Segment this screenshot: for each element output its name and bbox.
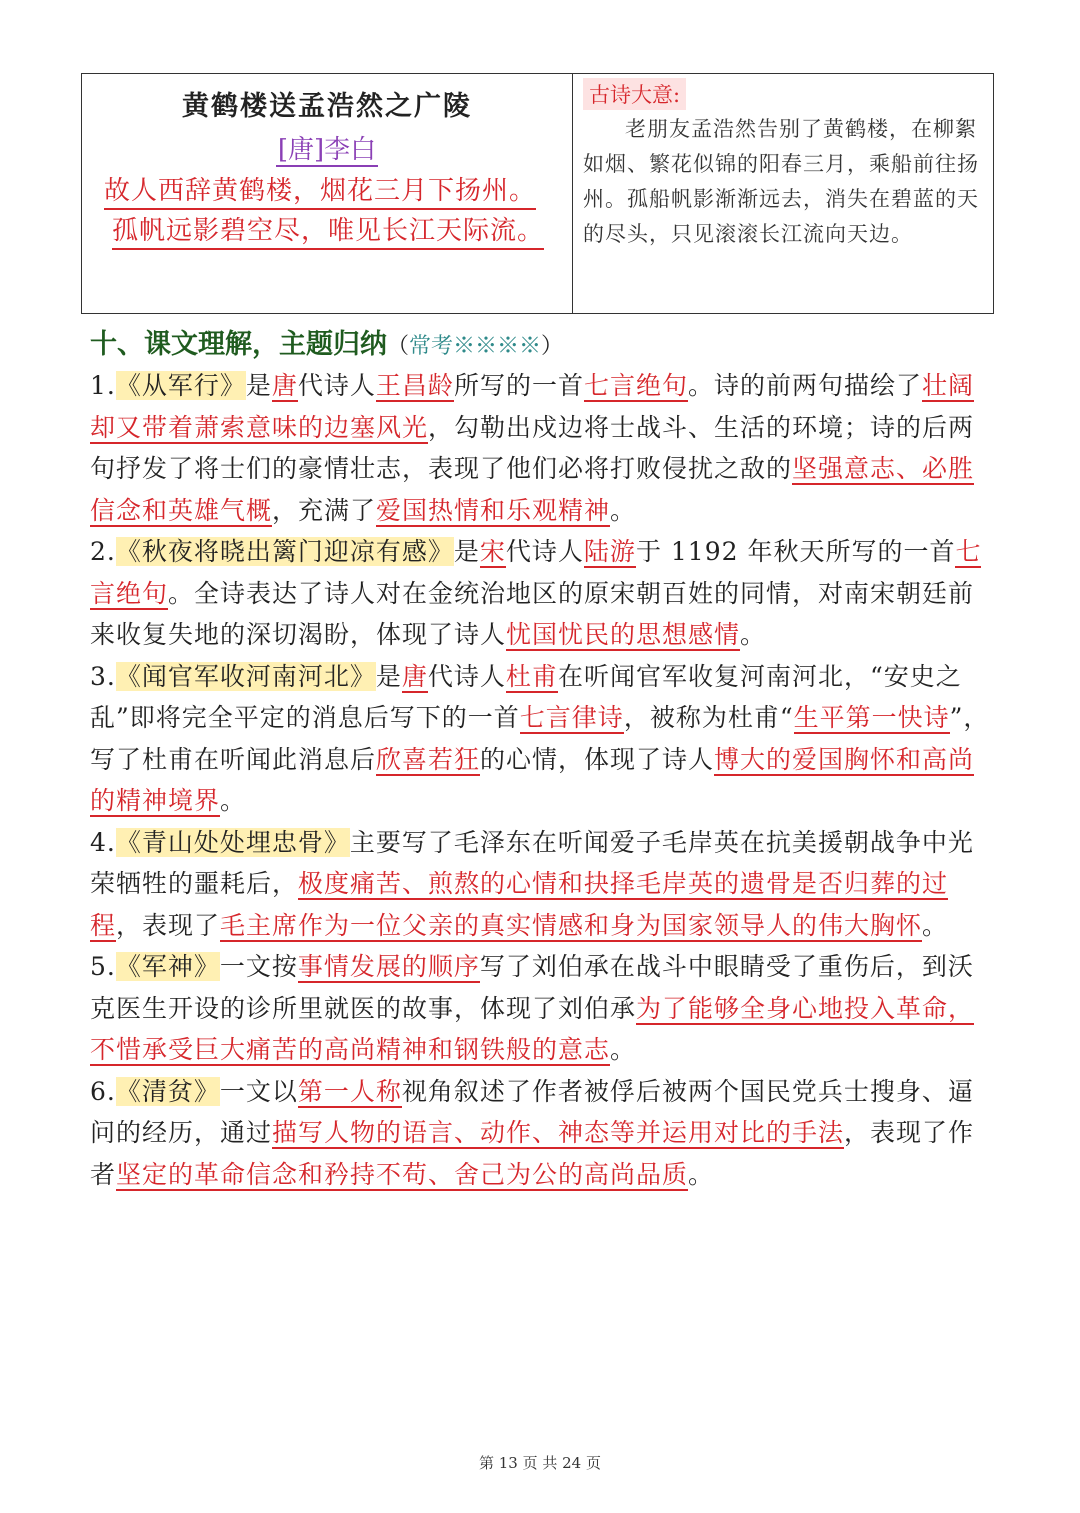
poem-line-2: 孤帆远影碧空尽，唯见长江天际流。 xyxy=(112,214,544,250)
poem-cell xyxy=(82,74,573,313)
poet: 王昌龄 xyxy=(375,371,454,400)
text: 视角叙述了作者被俘后被两个国民党兵士搜身、逼问的经历，通过 xyxy=(90,1076,974,1147)
text: 。 xyxy=(922,910,949,940)
text: 的心情，体现了诗人 xyxy=(480,744,715,774)
poem-form: 七言绝句 xyxy=(90,537,982,608)
poem-form: 七言绝句 xyxy=(583,371,688,400)
meaning-cell xyxy=(573,74,993,313)
text: 一文以 xyxy=(219,1076,298,1106)
dynasty: 宋 xyxy=(479,537,506,566)
book-title: 《军神》 xyxy=(115,952,220,981)
section-title-text: 十、课文理解，主题归纳 xyxy=(90,329,387,360)
poem-author-text: [唐]李白 xyxy=(277,135,377,165)
poem-form: 七言律诗 xyxy=(519,703,624,732)
key-phrase: 忧国忧民的思想感情 xyxy=(506,620,741,649)
meaning-label: 古诗大意: xyxy=(583,78,686,110)
text: 代诗人 xyxy=(505,537,584,566)
text: 所写的一首 xyxy=(453,371,584,400)
text: 是 xyxy=(375,661,402,691)
text: 。全诗表达了诗人对在金统治地区的原宋朝百姓的同情，对南宋朝廷前来收复失地的深切渴盼，体现了诗人 xyxy=(90,578,975,649)
poem-line-1: 故人西辞黄鹤楼，烟花三月下扬州。 xyxy=(104,174,536,210)
text: 。 xyxy=(610,495,637,525)
key-phrase: 第一人称 xyxy=(297,1076,402,1106)
book-title: 《从军行》 xyxy=(115,371,246,400)
key-phrase: 坚定的革命信念和矜持不苟、舍己为公的高尚品质 xyxy=(116,1159,689,1189)
dynasty: 唐 xyxy=(401,661,428,691)
page-footer: 第 13 页 共 24 页 xyxy=(478,1454,601,1472)
item-number: 4. xyxy=(90,827,116,857)
key-phrase: 爱国热情和乐观精神 xyxy=(376,495,611,525)
text: 一文按 xyxy=(219,952,298,981)
dynasty: 唐 xyxy=(271,371,298,400)
text: ，表现了作者 xyxy=(90,1118,975,1189)
book-title: 《闻官军收河南河北》 xyxy=(115,661,376,691)
item-4 xyxy=(90,822,990,947)
text: 是 xyxy=(453,537,480,566)
text: 在听闻官军收复河南河北，“安史之乱”即将完全平定的消息后写下的一首 xyxy=(90,661,962,732)
text: ，被称为杜甫“ xyxy=(623,703,794,732)
text: 于 1192 年秋天所写的一首 xyxy=(635,537,956,566)
meaning-text: 老朋友孟浩然告别了黄鹤楼，在柳絮如烟、繁花似锦的阳春三月，乘船前往扬州。孤船帆影渐渐远去，消失在碧蓝的天的尽头，只见滚滚长江流向天边。 xyxy=(583,117,979,246)
item-number: 3. xyxy=(90,661,116,691)
key-phrase: 生平第一快诗 xyxy=(793,703,950,732)
key-phrase: 极度痛苦、煎熬的心情和抉择毛岸英的遗骨是否归葬的过程 xyxy=(90,869,949,940)
text: 主要写了毛泽东在听闻爱子毛岸英在抗美援朝战争中光荣牺牲的噩耗后， xyxy=(90,827,974,898)
key-phrase: 毛主席作为一位父亲的真实情感和身为国家领导人的伟大胸怀 xyxy=(220,910,923,940)
text: 。诗的前两句描绘了 xyxy=(687,371,922,400)
text: ，勾勒出戍边将士战斗、生活的环境；诗的后两句抒发了将士们的豪情壮志，表现了他们必将打败侵扰之敌的 xyxy=(90,412,975,483)
text: ，充满了 xyxy=(272,495,377,525)
item-number: 6. xyxy=(90,1076,116,1106)
item-number: 2. xyxy=(90,537,116,566)
key-phrase: 壮阔却又带着萧索意味的边塞风光 xyxy=(90,371,974,442)
key-phrase: 博大的爱国胸怀和高尚的精神境界 xyxy=(90,744,975,815)
text: 代诗人 xyxy=(427,661,506,691)
text: 。 xyxy=(220,786,247,815)
poet: 陆游 xyxy=(583,537,636,566)
book-title: 《青山处处埋忠骨》 xyxy=(115,827,350,857)
text: ”，写了杜甫在听闻此消息后 xyxy=(90,703,990,774)
key-phrase: 坚强意志、必胜信念和英雄气概 xyxy=(90,454,975,525)
content xyxy=(90,365,990,1195)
key-phrase: 事情发展的顺序 xyxy=(297,952,480,981)
poem-title: 黄鹤楼送孟浩然之广陵 xyxy=(182,91,472,122)
text: 写了刘伯承在战斗中眼睛受了重伤后，到沃克医生开设的诊所里就医的故事，体现了刘伯承 xyxy=(90,952,974,1023)
text: 。 xyxy=(740,620,767,649)
text: 。 xyxy=(688,1159,715,1189)
section-paren-open: （ xyxy=(387,334,410,359)
key-phrase: 为了能够全身心地投入革命，不惜承受巨大痛苦的高尚精神和钢铁般的意志 xyxy=(90,993,975,1064)
item-3 xyxy=(90,656,990,822)
text: ，表现了 xyxy=(116,910,221,940)
section-tag: 常考※※※※ xyxy=(409,334,542,359)
book-title: 《秋夜将晓出篱门迎凉有感》 xyxy=(115,537,454,566)
item-2 xyxy=(90,531,990,656)
item-1 xyxy=(90,365,990,531)
key-phrase: 描写人物的语言、动作、神态等并运用对比的手法 xyxy=(272,1118,845,1147)
poet: 杜甫 xyxy=(505,661,558,691)
key-phrase: 欣喜若狂 xyxy=(376,744,481,774)
item-number: 1. xyxy=(90,371,116,400)
item-number: 5. xyxy=(90,952,116,981)
poem-author xyxy=(82,129,572,166)
text: 代诗人 xyxy=(297,371,376,400)
section-paren-close: ） xyxy=(541,334,564,359)
text: 。 xyxy=(610,1035,637,1064)
item-5 xyxy=(90,946,990,1071)
book-title: 《清贫》 xyxy=(115,1076,220,1106)
item-6 xyxy=(90,1071,990,1196)
poem-table xyxy=(81,73,994,314)
section-title xyxy=(90,322,563,361)
text: 是 xyxy=(245,371,272,400)
